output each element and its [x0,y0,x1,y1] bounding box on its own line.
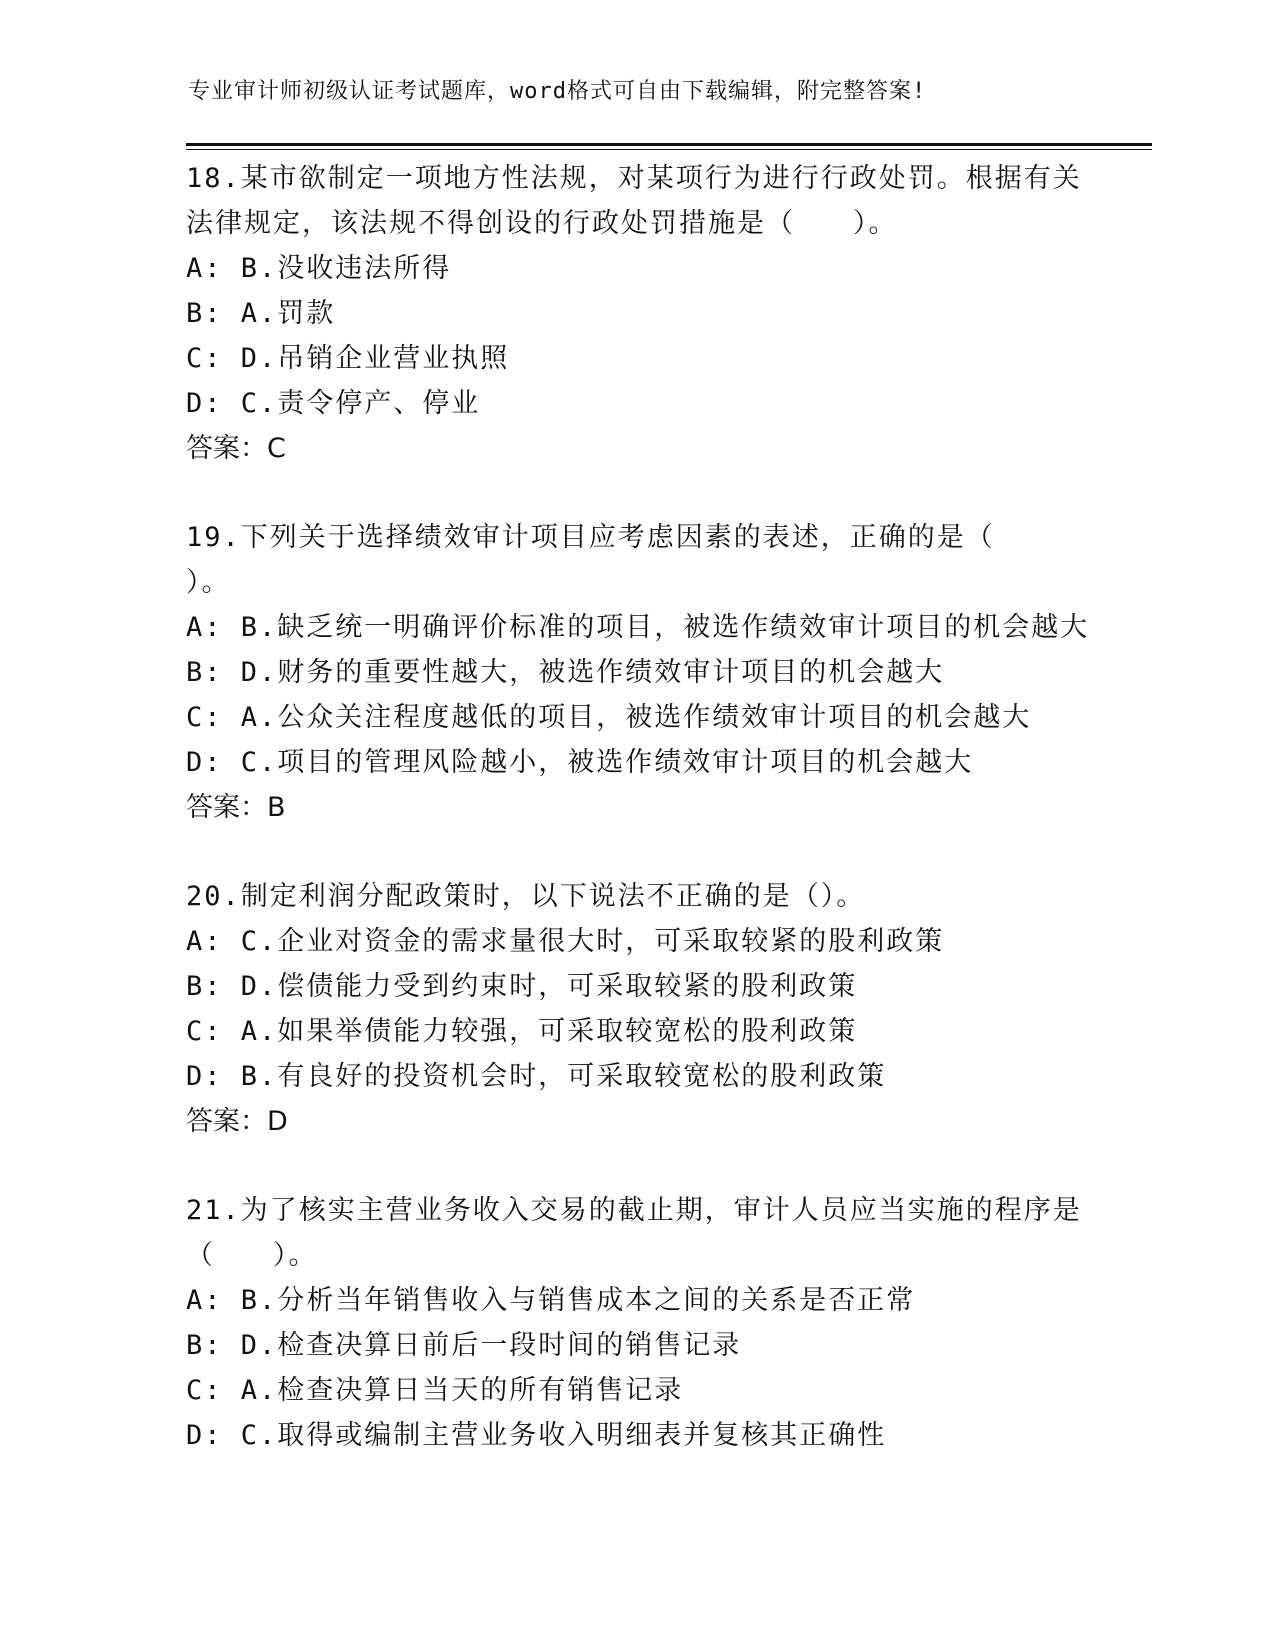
option-a: A: B.没收违法所得 [186,253,452,284]
question-18 [186,156,1086,471]
option-d: D: C.责令停产、停业 [186,388,481,419]
option-d: D: C.项目的管理风险越小，被选作绩效审计项目的机会越大 [186,747,974,778]
page-header: 专业审计师初级认证考试题库，word格式可自由下载编辑，附完整答案! [188,79,927,104]
question-stem: 19.下列关于选择绩效审计项目应考虑因素的表述，正确的是（ ）。 [186,522,1053,598]
option-d: D: B.有良好的投资机会时，可采取较宽松的股利政策 [186,1061,887,1092]
option-b: B: A.罚款 [186,298,336,329]
option-c: C: D.吊销企业营业执照 [186,343,510,374]
answer: 答案：D [186,1106,288,1137]
option-c: C: A.检查决算日当天的所有销售记录 [186,1375,684,1406]
header-rule-thin [186,149,1152,150]
option-b: B: D.财务的重要性越大，被选作绩效审计项目的机会越大 [186,657,945,688]
question-20 [186,874,1086,1144]
question-stem: 21.为了核实主营业务收入交易的截止期，审计人员应当实施的程序是（ ）。 [186,1195,1082,1271]
option-b: B: D.检查决算日前后一段时间的销售记录 [186,1330,742,1361]
option-a: A: C.企业对资金的需求量很大时，可采取较紧的股利政策 [186,926,945,957]
question-stem: 18.某市欲制定一项地方性法规，对某项行为进行行政处罚。根据有关法律规定，该法规不得创设的行政处罚措施是（ ）。 [186,163,1082,239]
option-a: A: B.分析当年销售收入与销售成本之间的关系是否正常 [186,1285,916,1316]
question-list [186,156,1090,1502]
answer: 答案：B [186,792,286,823]
option-d: D: C.取得或编制主营业务收入明细表并复核其正确性 [186,1420,887,1451]
question-21 [186,1188,1086,1458]
option-c: C: A.如果举债能力较强，可采取较宽松的股利政策 [186,1016,858,1047]
header-rule-thick [186,143,1152,146]
option-a: A: B.缺乏统一明确评价标准的项目，被选作绩效审计项目的机会越大 [186,612,1090,643]
question-19 [186,515,1090,830]
question-stem: 20.制定利润分配政策时，以下说法不正确的是（）。 [186,881,866,912]
option-c: C: A.公众关注程度越低的项目，被选作绩效审计项目的机会越大 [186,702,1032,733]
answer: 答案：C [186,433,286,464]
option-b: B: D.偿债能力受到约束时，可采取较紧的股利政策 [186,971,858,1002]
